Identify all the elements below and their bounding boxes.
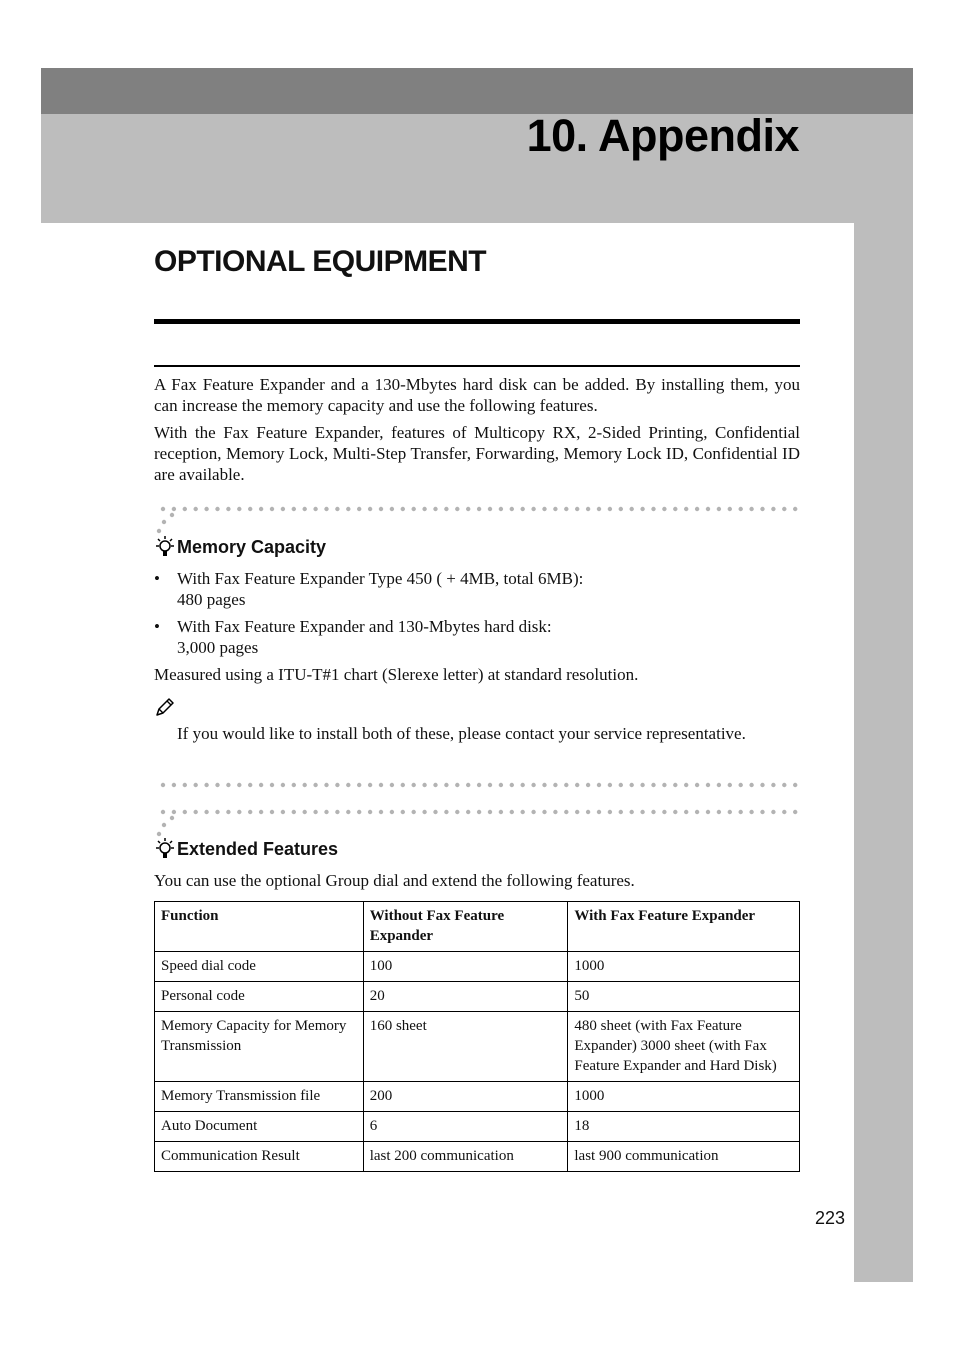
dotted-separator [160, 809, 800, 815]
table-cell: Personal code [155, 982, 364, 1012]
page-number: 223 [814, 1208, 845, 1228]
dotted-separator [160, 782, 800, 788]
dotted-separator [160, 506, 800, 512]
side-thumb-bar [854, 223, 913, 1282]
dotted-corner [156, 815, 176, 839]
table-row [155, 1112, 800, 1142]
extended-features-title: Extended Features [177, 838, 339, 859]
dotted-corner [156, 512, 176, 536]
note-text: If you would like to install both of these, please contact your service representative. [177, 724, 746, 743]
measured-note: Measured using a ITU-T#1 chart (Slerexe letter) at standard resolution. [154, 665, 639, 684]
table-cell: Speed dial code [155, 952, 364, 982]
intro-paragraph-2: With the Fax Feature Expander, features of Multicopy RX, 2-Sided Printing, Confidential reception, Memory Lock, Multi-Step Transfer, Forwarding, Memory Lock ID, Confidential ID are available. [154, 423, 800, 484]
chapter-title: 10. Appendix [526, 110, 799, 161]
table-row [155, 1142, 800, 1172]
table-cell: Communication Result [155, 1142, 364, 1172]
column-header-with-expander: With Fax Feature Expander [568, 902, 800, 952]
bullet-mark: • [154, 569, 160, 588]
table-cell: 160 sheet [363, 1012, 568, 1082]
bullet-mark: • [154, 617, 160, 636]
table-cell: 1000 [568, 1082, 800, 1112]
list-item-line-1: With Fax Feature Expander Type 450 ( + 4MB, total 6MB): [177, 569, 584, 588]
section-rule-thick [154, 319, 800, 324]
memory-capacity-heading [154, 536, 326, 558]
memory-capacity-title: Memory Capacity [177, 536, 327, 557]
table-cell: 100 [363, 952, 568, 982]
table-cell: 6 [363, 1112, 568, 1142]
table-cell: 18 [568, 1112, 800, 1142]
table-cell: Auto Document [155, 1112, 364, 1142]
intro-paragraph-1: A Fax Feature Expander and a 130-Mbytes hard disk can be added. By installing them, you can increase the memory capacity and use the following features. [154, 375, 800, 415]
table-cell: 1000 [568, 952, 800, 982]
table-row [155, 1012, 800, 1082]
lightbulb-icon [154, 536, 176, 558]
extended-features-intro: You can use the optional Group dial and extend the following features. [154, 871, 635, 890]
table-cell: 50 [568, 982, 800, 1012]
table-cell: 200 [363, 1082, 568, 1112]
section-title: OPTIONAL EQUIPMENT [154, 245, 487, 278]
column-header-function: Function [155, 902, 364, 952]
section-rule-thin [154, 365, 800, 367]
table-header-row [155, 902, 800, 952]
table-cell: 20 [363, 982, 568, 1012]
column-header-without-expander: Without Fax Feature Expander [363, 902, 568, 952]
list-item-line-2: 480 pages [177, 590, 246, 609]
table-cell: Memory Transmission file [155, 1082, 364, 1112]
chapter-header-band [41, 68, 913, 114]
feature-comparison-table [154, 901, 800, 1172]
pencil-note-icon [154, 698, 174, 718]
extended-features-heading [154, 838, 338, 860]
table-cell: last 900 communication [568, 1142, 800, 1172]
table-cell: last 200 communication [363, 1142, 568, 1172]
table-row [155, 982, 800, 1012]
table-row [155, 1082, 800, 1112]
table-cell: 480 sheet (with Fax Feature Expander) 3000 sheet (with Fax Feature Expander and Hard Disk) [568, 1012, 800, 1082]
lightbulb-icon [154, 838, 176, 860]
table-row [155, 952, 800, 982]
list-item-line-1: With Fax Feature Expander and 130-Mbytes hard disk: [177, 617, 552, 636]
table-cell: Memory Capacity for Memory Transmission [155, 1012, 364, 1082]
list-item-line-2: 3,000 pages [177, 638, 259, 657]
